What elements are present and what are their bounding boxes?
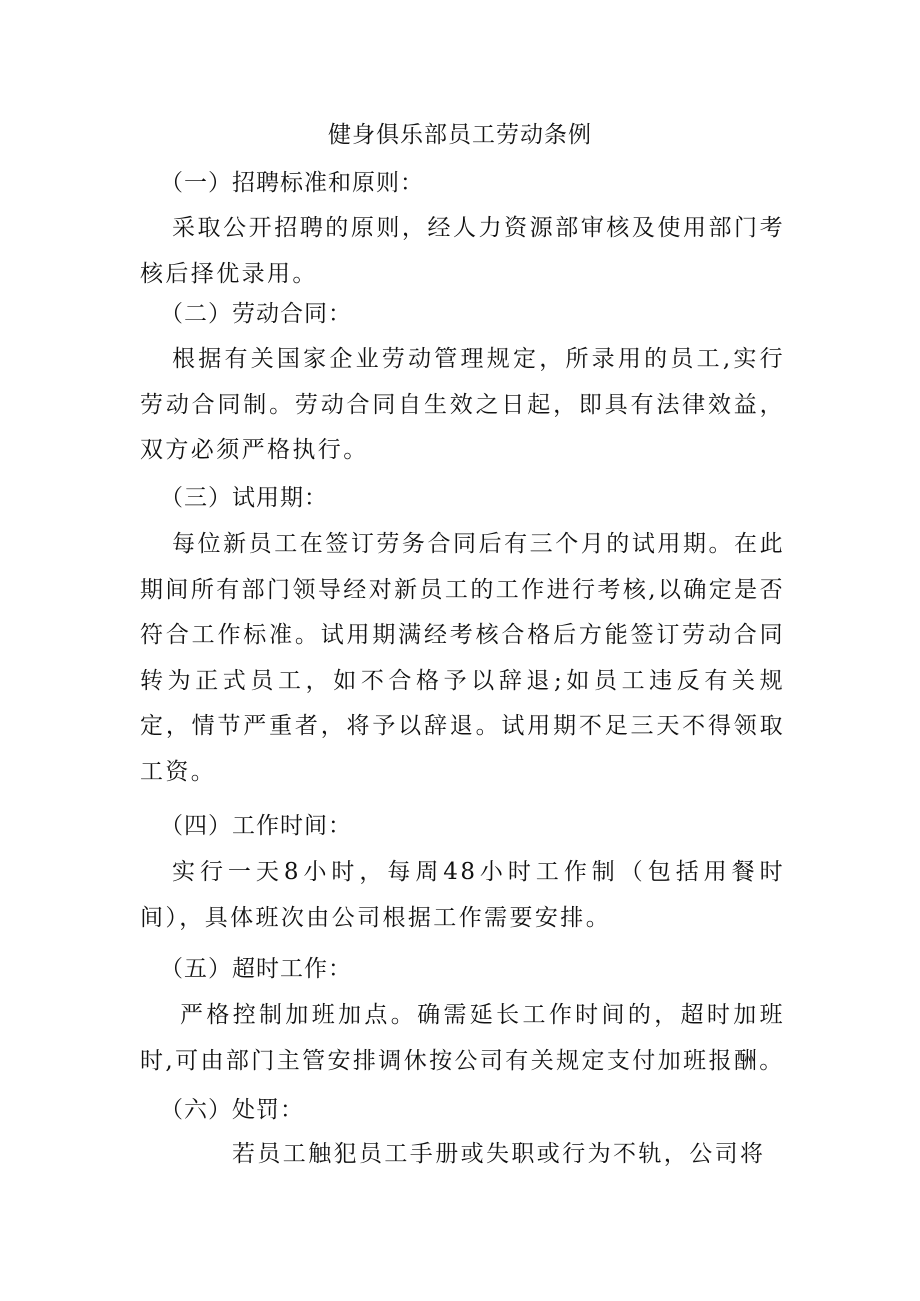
section-heading-working-hours: （四）工作时间： (160, 813, 352, 839)
section-body-probation: 每位新员工在签订劳务合同后有三个月的试用期。在此期间所有部门领导经对新员工的工作进行考核,以确定是否符合工作标准。试用期满经考核合格后方能签订劳动合同转为正式员工，如不合格予以辞退;如员工违反有关规定，情节严重者，将予以辞退。试用期不足三天不得领取工资。 (140, 531, 785, 785)
section-body-labor-contract: 根据有关国家企业劳动管理规定，所录用的员工,实行劳动合同制。劳动合同自生效之日起，即具有法律效益，双方必须严格执行。 (140, 346, 785, 464)
section-heading-penalty: （六）处罚： (160, 1097, 304, 1123)
section-body-penalty: 若员工触犯员工手册或失职或行为不轨，公司将 (232, 1141, 766, 1167)
section-body-working-hours: 实行一天8小时，每周48小时工作制（包括用餐时间），具体班次由公司根据工作需要安排。 (140, 859, 785, 931)
section-heading-probation: （三）试用期： (160, 485, 328, 511)
section-body-overtime: 严格控制加班加点。确需延长工作时间的，超时加班时,可由部门主管安排调休按公司有关规定支付加班报酬。 (140, 1002, 785, 1074)
section-heading-recruitment: （一）招聘标准和原则： (160, 170, 424, 196)
section-heading-labor-contract: （二）劳动合同： (160, 301, 352, 327)
document-title: 健身俱乐部员工劳动条例 (328, 122, 592, 148)
section-heading-overtime: （五）超时工作： (160, 956, 352, 982)
section-body-recruitment: 采取公开招聘的原则，经人力资源部审核及使用部门考核后择优录用。 (140, 215, 785, 287)
